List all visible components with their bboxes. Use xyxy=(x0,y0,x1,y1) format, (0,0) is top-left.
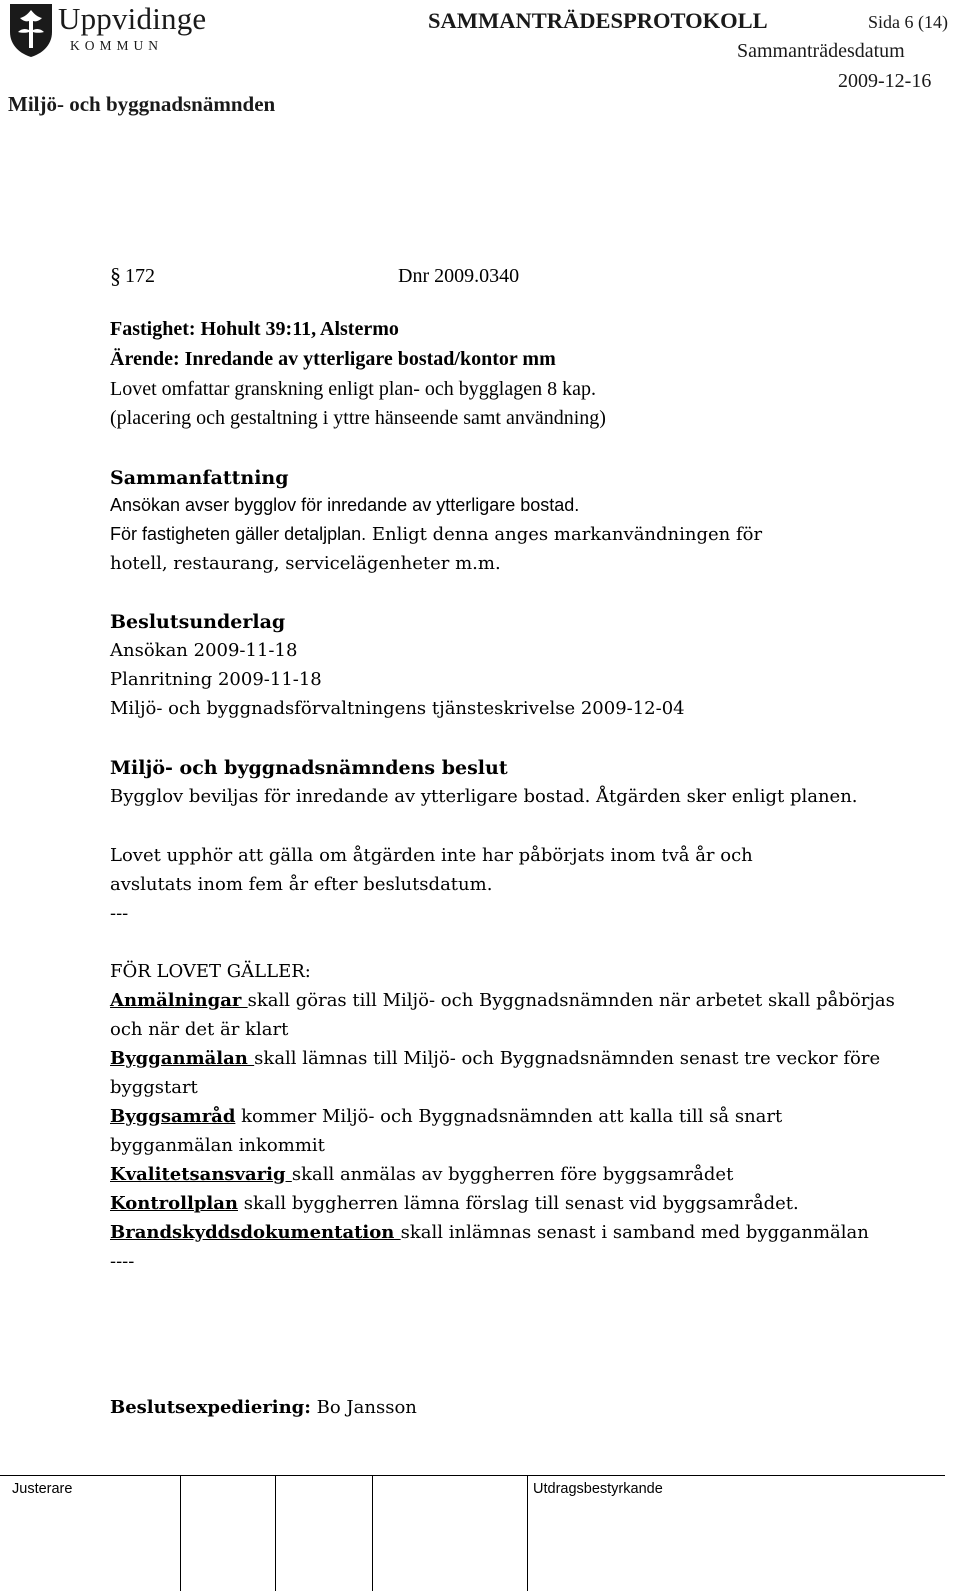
condition-text: skall inlämnas senast i samband med bygganmälan xyxy=(400,1222,869,1243)
basis-heading: Beslutsunderlag xyxy=(110,611,286,633)
condition-text: skall lämnas till Miljö- och Byggnadsnämnden senast tre veckor före xyxy=(254,1048,881,1069)
municipality-kommun: KOMMUN xyxy=(70,38,164,53)
meeting-date: 2009-12-16 xyxy=(838,70,932,92)
condition-row xyxy=(110,1193,799,1214)
condition-cont: byggstart xyxy=(110,1077,198,1098)
dispatch-line xyxy=(110,1397,417,1418)
decision-line-3: avslutats inom fem år efter beslutsdatum. xyxy=(110,874,493,895)
condition-row xyxy=(110,1048,880,1069)
footer-divider xyxy=(275,1475,276,1591)
decision-line-2: Lovet upphör att gälla om åtgärden inte har påbörjats inom två år och xyxy=(110,845,753,866)
condition-term: Anmälningar xyxy=(110,990,248,1011)
footer-divider xyxy=(180,1475,181,1591)
basis-item: Miljö- och byggnadsförvaltningens tjänsteskrivelse 2009-12-04 xyxy=(110,698,685,719)
condition-text: skall anmälas av byggherren före byggsamrådet xyxy=(291,1164,734,1185)
dispatch-label: Beslutsexpediering: xyxy=(110,1397,311,1418)
basis-item: Planritning 2009-11-18 xyxy=(110,669,322,690)
property-line: Fastighet: Hohult 39:11, Alstermo xyxy=(110,318,399,340)
separator: --- xyxy=(110,903,129,924)
summary-line-2a: För fastigheten gäller detaljplan. xyxy=(110,524,367,544)
condition-text: skall byggherren lämna förslag till senast vid byggsamrådet. xyxy=(238,1193,799,1214)
footer-divider xyxy=(372,1475,373,1591)
condition-term: Brandskyddsdokumentation xyxy=(110,1222,401,1243)
coat-of-arms-icon xyxy=(8,2,54,58)
condition-term: Kvalitetsansvarig xyxy=(110,1164,292,1185)
footer-divider xyxy=(527,1475,528,1591)
summary-line-2b: Enligt denna anges markanvändningen för xyxy=(366,524,763,545)
condition-term: Bygganmälan xyxy=(110,1048,255,1069)
meeting-date-label: Sammanträdesdatum xyxy=(737,40,905,62)
summary-line-3: hotell, restaurang, servicelägenheter m.m. xyxy=(110,553,501,574)
condition-text: kommer Miljö- och Byggnadsnämnden att kalla till så snart xyxy=(235,1106,783,1127)
dispatch-value: Bo Jansson xyxy=(310,1397,417,1418)
footer-rule xyxy=(0,1475,945,1476)
conditions-heading: FÖR LOVET GÄLLER: xyxy=(110,961,311,982)
summary-line-1: Ansökan avser bygglov för inredande av ytterligare bostad. xyxy=(110,495,580,515)
scope-line-2: (placering och gestaltning i yttre hänseende samt användning) xyxy=(110,407,606,429)
condition-cont: och när det är klart xyxy=(110,1019,289,1040)
board-name: Miljö- och byggnadsnämnden xyxy=(8,92,276,116)
condition-row xyxy=(110,1222,869,1243)
condition-row xyxy=(110,990,895,1011)
basis-item: Ansökan 2009-11-18 xyxy=(110,640,298,661)
decision-heading: Miljö- och byggnadsnämndens beslut xyxy=(110,757,508,779)
separator: ---- xyxy=(110,1251,135,1272)
section-sign: § xyxy=(110,263,121,288)
document-title: SAMMANTRÄDESPROTOKOLL xyxy=(428,8,768,33)
condition-cont: bygganmälan inkommit xyxy=(110,1135,325,1156)
diary-number: Dnr 2009.0340 xyxy=(398,265,520,287)
municipality-name: Uppvidinge xyxy=(58,1,207,36)
footer-justerare: Justerare xyxy=(12,1481,73,1497)
footer-utdragsbestyrkande: Utdragsbestyrkande xyxy=(533,1481,663,1497)
condition-text: skall göras till Miljö- och Byggnadsnämnden när arbetet skall påbörjas xyxy=(247,990,895,1011)
summary-heading: Sammanfattning xyxy=(110,467,289,489)
municipality-logo xyxy=(8,0,218,60)
decision-line-1: Bygglov beviljas för inredande av ytterligare bostad. Åtgärden sker enligt planen. xyxy=(110,786,858,807)
summary-line-2 xyxy=(110,524,762,545)
condition-term: Byggsamråd xyxy=(110,1106,236,1127)
condition-row xyxy=(110,1106,782,1127)
matter-line: Ärende: Inredande av ytterligare bostad/kontor mm xyxy=(110,348,556,370)
page-number: Sida 6 (14) xyxy=(868,12,948,32)
condition-term: Kontrollplan xyxy=(110,1193,238,1214)
condition-row xyxy=(110,1164,733,1185)
scope-line-1: Lovet omfattar granskning enligt plan- och bygglagen 8 kap. xyxy=(110,378,596,400)
section-number: 172 xyxy=(125,265,155,287)
